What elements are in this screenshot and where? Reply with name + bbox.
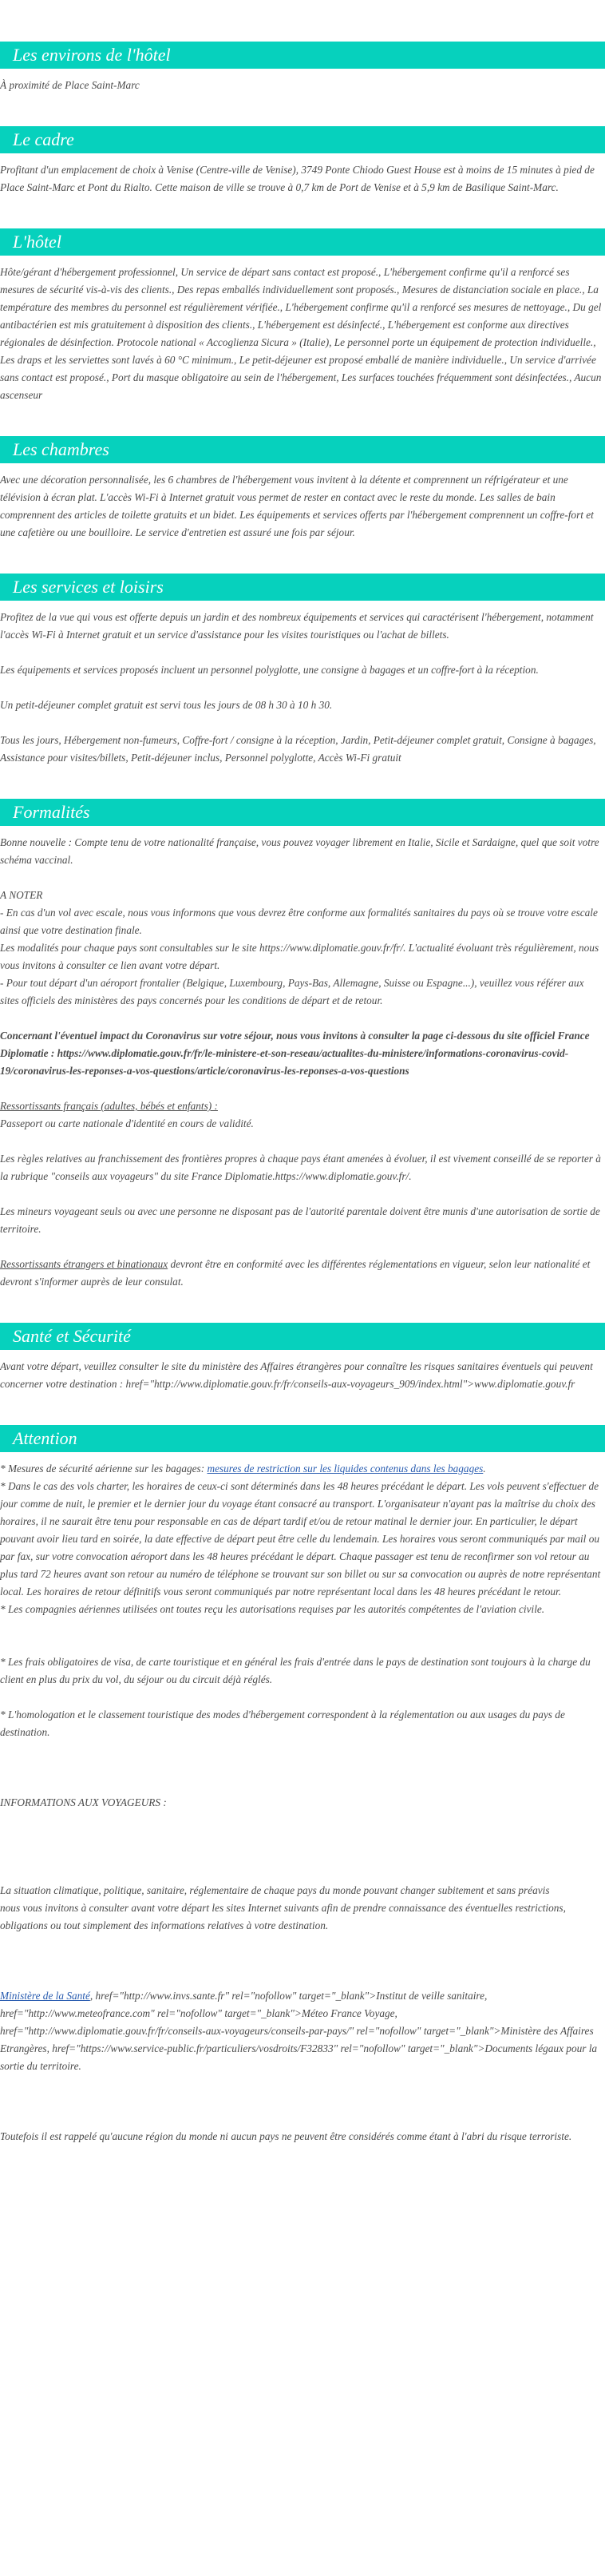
environs-text: À proximité de Place Saint-Marc <box>0 79 140 91</box>
section-banner <box>0 799 605 826</box>
section-chambres <box>0 404 605 542</box>
liquids-restriction-link[interactable]: mesures de restriction sur les liquides contenus dans les bagages <box>207 1463 484 1475</box>
attention-airlines: * Les compagnies aériennes utilisées ont toutes reçu les autorisations requises par les autorités compétentes de l'aviation civile. <box>0 1603 545 1615</box>
section-banner <box>0 126 605 153</box>
section-banner <box>0 574 605 601</box>
attention-homologation: * L'homologation et le classement touristique des modes d'hébergement correspondent à la réglementation ou aux usages du pays de destination. <box>0 1709 565 1738</box>
formalites-foreign-nationals <box>0 1256 605 1291</box>
foreign-nationals-label: Ressortissants étrangers et binationaux <box>0 1258 168 1270</box>
section-banner <box>0 1425 605 1452</box>
section-sante <box>0 1291 605 1393</box>
cadre-text: Profitant d'un emplacement de choix à Venise (Centre-ville de Venise), 3749 Ponte Chiodo Guest House est à moins de 15 minutes à pied de Place Saint-Marc et Pont du Rialto. Cette maison de ville se trouve à 0,7 km de Port de Venise et à 5,9 km de Basilique Saint-Marc. <box>0 164 595 193</box>
foreign-nationals-text: devront être en conformité avec les différentes réglementations en vigueur, selon leur nationalité et devront s'informer auprès de leur consulat. <box>0 1258 591 1288</box>
section-environs <box>0 0 605 94</box>
sites-list-text: , href="http://www.invs.sante.fr" rel="nofollow" target="_blank">Institut de veille sanitaire, href="http://www.meteofrance.com" rel="nofollow" target="_blank">Méteo France Voyage, href="http://www.diplomatie.gouv.fr/fr/conseils-aux-voyageurs/conseils-par-pays/" rel="nofollow" target="_blank">Ministère des Affaires Etrangères, href="https://www.service-public.fr/particuliers/vosdroits/F32833" rel="nofollow" target="_blank">Documents légaux pour la sortie du territoire. <box>0 1990 598 2072</box>
chambres-text: Avec une décoration personnalisée, les 6 chambres de l'hébergement vous invitent à la détente et comprennent un réfrigérateur et une télévision à écran plat. L'accès Wi-Fi à Internet gratuit vous permet de rester en contact avec le reste du monde. Les salles de bain comprennent des articles de toilette gratuits et un bidet. Les équipements et services offerts par l'hébergement comprennent un coffre-fort et une cafetière ou une bouilloire. Le service d'entretien est assuré une fois par séjour. <box>0 474 594 538</box>
attention-charter: * Dans le cas des vols charter, les horaires de ceux-ci sont déterminés dans les 48 heures précédant le départ. Les vols peuvent s'effectuer de jour comme de nuit, le premier et le dernier jour du voyage étant consacré au transport. L'organisateur n'ayant pas la maîtrise du choix des horaires, il ne saurait être tenu pour responsable en cas de départ tardif et/ou de retour matinal le dernier jour. En particulier, le départ pouvant avoir lieu tard en soirée, la date effective de départ peut être celle du lendemain. Les horaires vous seront communiqués par mail ou par fax, sur votre convocation aéroport dans les 48 heures précédant le départ. Chaque passager est tenu de reconfirmer son vol retour au plus tard 72 heures avant son retour au numéro de téléphone se trouvant sur son billet ou sur sa convocation ou auprès de notre représentant local. Les horaires de retour définitifs vous seront communiqués par notre représentant local dans les 48 heures précédant le retour. <box>0 1480 601 1598</box>
section-cadre <box>0 94 605 196</box>
section-title: Les environs de l'hôtel <box>13 45 171 65</box>
formalites-note-heading: A NOTER <box>0 889 43 901</box>
section-formalites <box>0 767 605 1291</box>
section-title: Santé et Sécurité <box>13 1326 131 1346</box>
attention-sites <box>0 1987 605 2075</box>
section-banner <box>0 42 605 69</box>
formalites-intro: Bonne nouvelle : Compte tenu de votre nationalité française, vous pouvez voyager librement en Italie, Sicile et Sardaigne, quel que soit votre schéma vaccinal. <box>0 836 599 866</box>
attention-terrorism: Toutefois il est rappelé qu'aucune région du monde ni aucun pays ne peuvent être considérés comme étant à l'abri du risque terroriste. <box>0 2130 572 2142</box>
formalites-note: - En cas d'un vol avec escale, nous vous informons que vous devrez être conforme aux formalités sanitaires du pays où se trouve votre escale ainsi que votre destination finale. <box>0 907 598 936</box>
services-amenities-list: Tous les jours, Hébergement non-fumeurs, Coffre-fort / consigne à la réception, Jardin, Petit-déjeuner complet gratuit, Consigne à bagages, Assistance pour visites/billets, Petit-déjeuner inclus, Personnel polyglotte, Accès Wi-Fi gratuit <box>0 734 596 764</box>
attention-info-heading: INFORMATIONS AUX VOYAGEURS : <box>0 1796 167 1808</box>
formalites-covid-notice: Concernant l'éventuel impact du Coronavirus sur votre séjour, nous vous invitons à consulter la page ci-dessous du site officiel France Diplomatie : https://www.diplomatie.gouv.fr/fr/le-ministere-et-son-reseau/actualites-du-ministere/informations-coronavirus-covid-19/coronavirus-les-reponses-a-vos-questions/article/coronavirus-les-reponses-a-vos-questions <box>0 1030 590 1077</box>
formalites-french-nationals-heading: Ressortissants français (adultes, bébés et enfants) : <box>0 1100 218 1112</box>
sante-text: Avant votre départ, veuillez consulter le site du ministère des Affaires étrangères pour connaître les risques sanitaires éventuels qui peuvent concerner votre destination : href="http://www.diplomatie.gouv.fr/fr/conseils-aux-voyageurs_909/index.html">www.diplomatie.gouv.fr <box>0 1360 593 1390</box>
luggage-prefix: * Mesures de sécurité aérienne sur les bagages: <box>0 1463 208 1475</box>
section-title: Les services et loisirs <box>13 577 164 597</box>
section-banner <box>0 1323 605 1350</box>
formalites-note: Les modalités pour chaque pays sont consultables sur le site https://www.diplomatie.gouv.fr/fr/. L'actualité évoluant très régulièrement, nous vous invitons à consulter ce lien avant votre départ. <box>0 942 599 971</box>
formalites-note: - Pour tout départ d'un aéroport frontalier (Belgique, Luxembourg, Pays-Bas, Allemagne, Suisse ou Espagne...), veuillez vous référer aux sites officiels des ministères des pays concernés pour les conditions de départ et de retour. <box>0 977 584 1006</box>
section-title: L'hôtel <box>13 232 61 252</box>
attention-situation: La situation climatique, politique, sanitaire, réglementaire de chaque pays du monde pouvant changer subitement et sans préavis <box>0 1884 550 1896</box>
section-title: Le cadre <box>13 129 74 149</box>
services-paragraph: Un petit-déjeuner complet gratuit est servi tous les jours de 08 h 30 à 10 h 30. <box>0 699 333 711</box>
services-paragraph: Les équipements et services proposés incluent un personnel polyglotte, une consigne à bagages et un coffre-fort à la réception. <box>0 664 539 676</box>
section-banner <box>0 436 605 463</box>
section-hotel <box>0 196 605 404</box>
formalites-passport-text: Passeport ou carte nationale d'identité en cours de validité. <box>0 1117 254 1129</box>
attention-invite: nous vous invitons à consulter avant votre départ les sites Internet suivants afin de prendre connaissance des éventuelles restrictions, obligations ou tout simplement des informations relatives à votre destination. <box>0 1902 566 1931</box>
attention-visa-fees: * Les frais obligatoires de visa, de carte touristique et en général les frais d'entrée dans le pays de destination sont toujours à la charge du client en plus du prix du vol, du séjour ou du circuit déjà réglés. <box>0 1656 591 1685</box>
formalites-minors: Les mineurs voyageant seuls ou avec une personne ne disposant pas de l'autorité parentale doivent être munis d'une autorisation de sortie de territoire. <box>0 1205 600 1235</box>
hotel-text: Hôte/gérant d'hébergement professionnel, Un service de départ sans contact est proposé., L'hébergement confirme qu'il a renforcé ses mesures de sécurité vis-à-vis des clients., Des repas emballés individuellement sont proposés., Mesures de distanciation sociale en place., La température des membres du personnel est régulièrement vérifiée., L'hébergement confirme qu'il a renforcé ses mesures de nettoyage., Du gel antibactérien est mis gratuitement à disposition des clients., L'hébergement est désinfecté., L'hébergement est conforme aux directives régionales de désinfection. Protocole national « Accoglienza Sicura » (Italie), Le personnel porte un équipement de protection individuelle., Les draps et les serviettes sont lavés à 60 °C minimum., Le petit-déjeuner est proposé emballé de manière individuelle., Un service d'arrivée sans contact est proposé., Port du masque obligatoire au sein de l'hébergement, Les surfaces touchées fréquemment sont désinfectées., Aucun ascenseur <box>0 266 602 401</box>
formalites-border-rules: Les règles relatives au franchissement des frontières propres à chaque pays étant amenées à évoluer, il est vivement conseillé de se reporter à la rubrique "conseils aux voyageurs" du site France Diplomatie.https://www.diplomatie.gouv.fr/. <box>0 1153 601 1182</box>
section-title: Attention <box>13 1428 77 1448</box>
section-title: Les chambres <box>13 439 109 459</box>
attention-luggage <box>0 1460 605 1478</box>
section-title: Formalités <box>13 802 90 822</box>
section-banner <box>0 228 605 256</box>
section-attention <box>0 1393 605 2145</box>
services-paragraph: Profitez de la vue qui vous est offerte depuis un jardin et des nombreux équipements et services qui caractérisent l'hébergement, notamment l'accès Wi-Fi à Internet gratuit et un service d'assistance pour les visites touristiques ou l'achat de billets. <box>0 611 594 641</box>
ministere-sante-link[interactable]: Ministère de la Santé <box>0 1990 90 2002</box>
section-services <box>0 542 605 767</box>
luggage-suffix: . <box>483 1463 486 1475</box>
